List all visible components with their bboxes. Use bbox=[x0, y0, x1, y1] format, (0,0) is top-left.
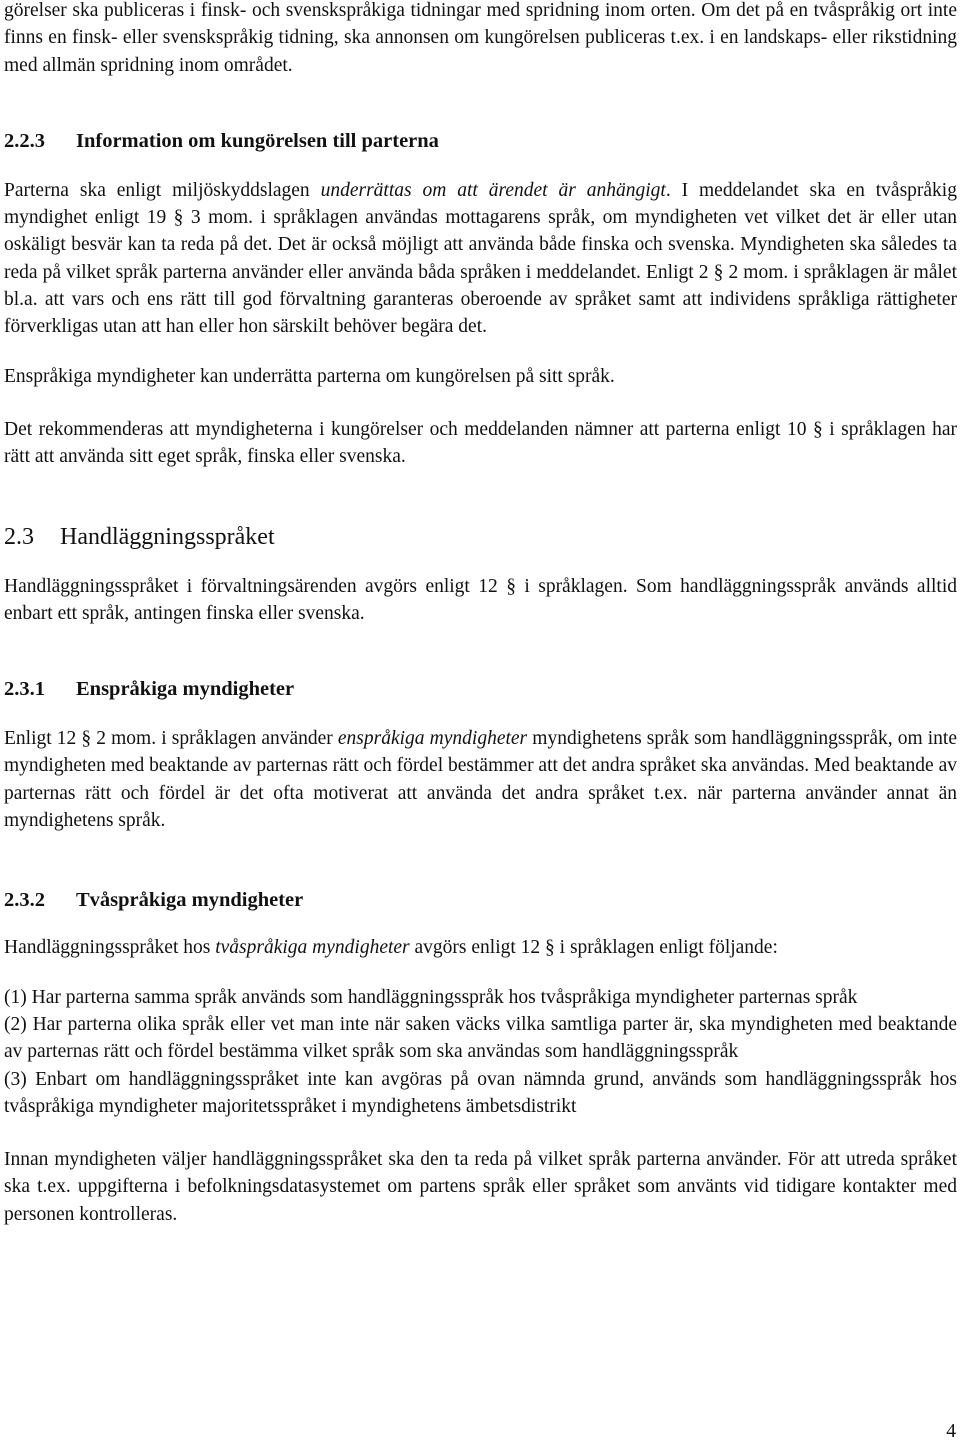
page-number: 4 bbox=[946, 1421, 956, 1442]
list-item: (2) Har parterna olika språk eller vet man inte när saken väcks vilka samtliga parter är, ska myndigheten med beaktande av parternas rätt och fördel bestämma vilket språk som ska användas som handläggningsspråk bbox=[4, 1013, 957, 1063]
section-number: 2.3 bbox=[4, 523, 34, 550]
text-run: myndighetens språk som handläggningsspråk, om inte myndigheten med beaktande av parternas rätt och fördel bestämmer att det andra språket ska användas. Med beaktande av parternas rätt och fördel är det ofta motiverat att använda det andra språket t.ex. när parterna använder annat än myndighetens språk. bbox=[4, 728, 958, 832]
document-page bbox=[4, 0, 957, 1228]
section-number: 2.2.3 bbox=[4, 129, 45, 152]
section-title: Enspråkiga myndigheter bbox=[76, 678, 295, 701]
section-title: Information om kungörelsen till parterna bbox=[76, 129, 439, 152]
list-item: (1) Har parterna samma språk används som handläggningsspråk hos tvåspråkiga myndigheter parternas språk bbox=[4, 986, 858, 1008]
paragraph-language-determination: Innan myndigheten väljer handläggningsspråket ska den ta reda på vilket språk parterna använder. För att utreda språket ska t.ex. uppgifterna i befolkningsdatasystemet om partens språk eller språket som använts vid tidigare kontakter med personen kontrolleras. bbox=[4, 1149, 957, 1225]
section-heading-2-3-2 bbox=[4, 886, 957, 914]
text-run: Parterna ska enligt miljöskyddslagen bbox=[4, 179, 321, 201]
text-run: Enligt 12 § 2 mom. i språklagen använder bbox=[4, 728, 338, 750]
text-run: avgörs enligt 12 § i språklagen enligt följande: bbox=[409, 937, 778, 959]
section-heading-2-2-3 bbox=[4, 127, 957, 155]
text-run: . I meddelandet ska en tvåspråkig myndighet enligt 19 § 3 mom. i språklagen användas mottagarens språk, om myndigheten vet vilket det är eller utan oskäligt besvär kan ta reda på det. Det är också möjligt att använda både finska och svenska. Myndigheten ska således ta reda på vilket språk parterna använder eller använda båda språken i meddelandet. Enligt 2 § 2 mom. i språklagen är målet bl.a. att vars och ens rätt till god förvaltning garanteras oberoende av språket samt att individens språkliga rättigheter förverkligas utan att han eller hon särskilt behöver begära det. bbox=[4, 179, 957, 338]
intro-paragraph: görelser ska publiceras i finsk- och svenskspråkiga tidningar med spridning inom orten. Om det på en tvåspråkig ort inte finns en finsk- eller svenskspråkig tidning, ska annonsen om kungörelsen publiceras t.ex. i en landskaps- eller rikstidning med allmän spridning inom området. bbox=[4, 0, 957, 76]
emphasis-text: enspråkiga myndigheter bbox=[337, 728, 528, 750]
paragraph-party-notification bbox=[4, 177, 957, 341]
section-title: Handläggningsspråket bbox=[60, 523, 275, 550]
paragraph-monolingual-authorities bbox=[4, 725, 957, 834]
paragraph-monolingual-notification: Enspråkiga myndigheter kan underrätta parterna om kungörelsen på sitt språk. bbox=[4, 365, 615, 387]
section-heading-2-3 bbox=[4, 521, 957, 553]
paragraph-processing-language: Handläggningsspråket i förvaltningsärenden avgörs enligt 12 § i språklagen. Som handläggningsspråk används alltid enbart ett språk, antingen finska eller svenska. bbox=[4, 575, 957, 624]
paragraph-bilingual-authorities bbox=[4, 934, 957, 961]
section-number: 2.3.2 bbox=[4, 889, 45, 912]
section-heading-2-3-1 bbox=[4, 675, 957, 703]
list-item: (3) Enbart om handläggningsspråket inte kan avgöras på ovan nämnda grund, används som handläggningsspråk hos tvåspråkiga myndigheter majoritetsspråket i myndighetens ämbetsdistrikt bbox=[4, 1068, 957, 1117]
text-run: Handläggningsspråket hos bbox=[4, 937, 216, 959]
paragraph-recommendation: Det rekommenderas att myndigheterna i kungörelser och meddelanden nämner att parterna enligt 10 § i språklagen har rätt att använda sitt eget språk, finska eller svenska. bbox=[4, 418, 957, 468]
emphasis-text: underrättas om att ärendet är anhängigt bbox=[320, 179, 666, 201]
emphasis-text: tvåspråkiga myndigheter bbox=[215, 937, 410, 959]
section-number: 2.3.1 bbox=[4, 678, 45, 701]
section-title: Tvåspråkiga myndigheter bbox=[76, 889, 304, 912]
